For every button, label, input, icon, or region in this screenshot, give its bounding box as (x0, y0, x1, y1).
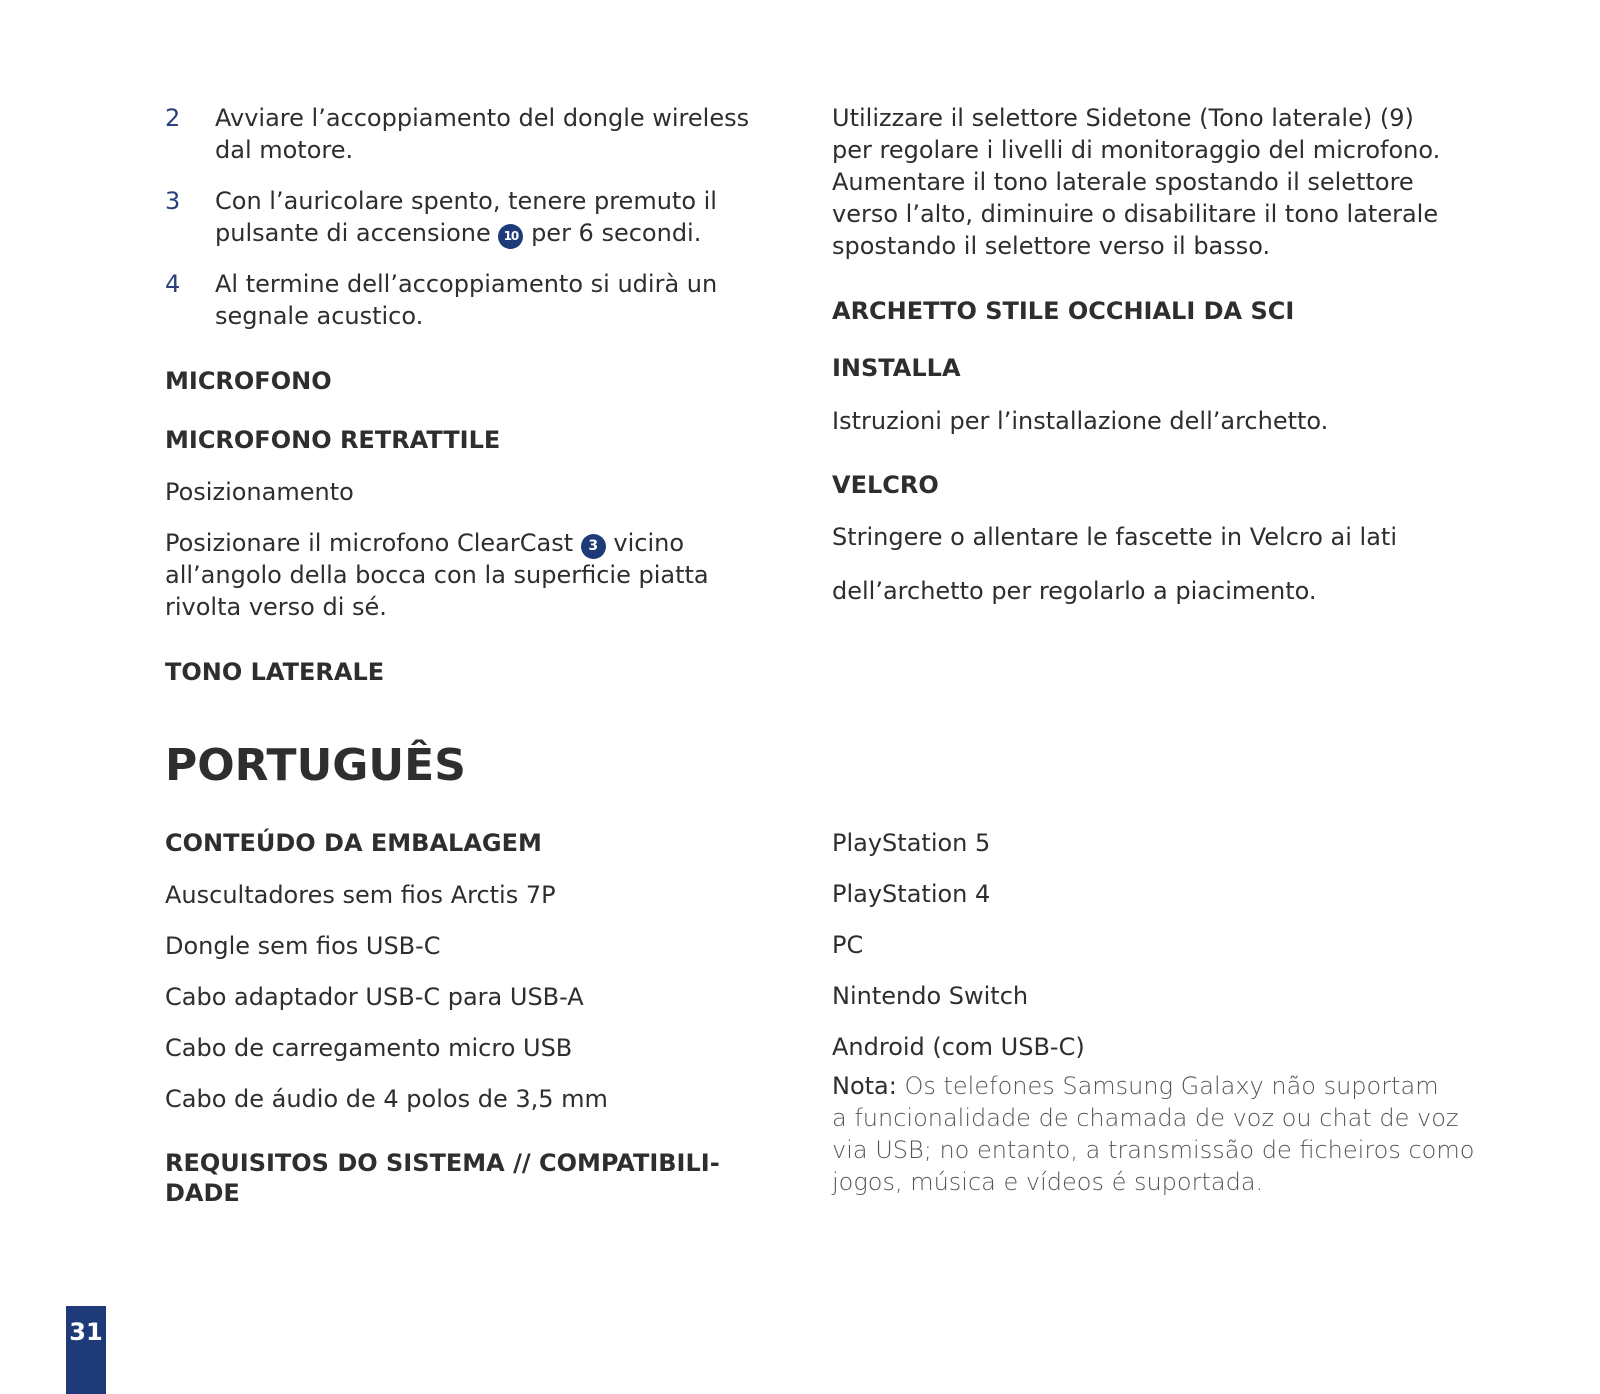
posizionamento-label: Posizionamento (165, 478, 354, 506)
contents-item: Cabo de carregamento micro USB (165, 1034, 573, 1062)
platform-item: PC (832, 931, 864, 959)
paragraph-line: Utilizzare il selettore Sidetone (Tono laterale) (9) (832, 104, 1414, 132)
step-text-segment: pulsante di accensione (215, 219, 491, 247)
microfono-heading: MICROFONO (165, 367, 332, 395)
archetto-heading: ARCHETTO STILE OCCHIALI DA SCI (832, 297, 1295, 325)
page-number-tab (66, 1306, 106, 1394)
text-segment: Posizionare il microfono ClearCast (165, 529, 574, 557)
step-line (215, 217, 701, 249)
page-number: 31 (69, 1318, 103, 1346)
step-item (165, 268, 765, 332)
steps-list (165, 102, 765, 342)
step-text-segment: per 6 secondi. (531, 219, 702, 247)
step-line: Al termine dell’accoppiamento si udirà un (215, 270, 718, 298)
note-label: Nota: (832, 1072, 897, 1100)
power-button-callout-badge: 10 (498, 224, 523, 249)
contents-heading: CONTEÚDO DA EMBALAGEM (165, 829, 542, 857)
contents-item: Cabo adaptador USB-C para USB-A (165, 983, 584, 1011)
installa-text: Istruzioni per l’installazione dell’archetto. (832, 407, 1329, 435)
installa-heading: INSTALLA (832, 354, 961, 382)
tono-laterale-heading: TONO LATERALE (165, 658, 385, 686)
velcro-heading: VELCRO (832, 471, 939, 499)
paragraph-line: rivolta verso di sé. (165, 593, 387, 621)
platform-item: PlayStation 5 (832, 829, 991, 857)
paragraph-line: per regolare i livelli di monitoraggio del microfono. (832, 136, 1441, 164)
contents-item: Cabo de áudio de 4 polos de 3,5 mm (165, 1085, 608, 1113)
step-item (165, 102, 765, 166)
step-number: 2 (165, 104, 181, 132)
step-item (165, 185, 765, 249)
note-line (832, 1070, 1439, 1102)
samsung-note (832, 1070, 1475, 1198)
step-line: Con l’auricolare spento, tenere premuto il (215, 187, 717, 215)
clearcast-callout-badge: 3 (581, 534, 606, 559)
note-text: Os telefones Samsung Galaxy não suportam (904, 1072, 1439, 1100)
microphone-paragraph (165, 527, 765, 623)
paragraph-line: Aumentare il tono laterale spostando il selettore (832, 168, 1414, 196)
paragraph-line: verso l’alto, diminuire o disabilitare il tono laterale (832, 200, 1439, 228)
requirements-heading-line: DADE (165, 1179, 240, 1207)
note-line: jogos, música e vídeos é suportada. (832, 1168, 1264, 1196)
velcro-text-line: Stringere o allentare le fascette in Velcro ai lati (832, 523, 1398, 551)
requirements-heading-line: REQUISITOS DO SISTEMA // COMPATIBILI- (165, 1149, 720, 1177)
paragraph-line: all’angolo della bocca con la superficie piatta (165, 561, 709, 589)
microfono-retrattile-heading: MICROFONO RETRATTILE (165, 426, 501, 454)
step-line: Avviare l’accoppiamento del dongle wireless (215, 104, 750, 132)
note-line: via USB; no entanto, a transmissão de ficheiros como (832, 1136, 1475, 1164)
paragraph-line: spostando il selettore verso il basso. (832, 232, 1271, 260)
contents-item: Auscultadores sem fios Arctis 7P (165, 881, 556, 909)
contents-item: Dongle sem fios USB-C (165, 932, 441, 960)
step-line: segnale acustico. (215, 302, 424, 330)
platform-item: Nintendo Switch (832, 982, 1029, 1010)
platform-item: Android (com USB-C) (832, 1033, 1085, 1061)
text-segment: vicino (613, 529, 685, 557)
step-line: dal motore. (215, 136, 354, 164)
sidetone-paragraph (832, 102, 1441, 262)
platform-item: PlayStation 4 (832, 880, 991, 908)
section-title-portuguese: PORTUGUÊS (165, 740, 466, 791)
velcro-text-line: dell’archetto per regolarlo a piacimento. (832, 577, 1317, 605)
step-number: 4 (165, 270, 181, 298)
step-number: 3 (165, 187, 181, 215)
paragraph-line (165, 527, 684, 559)
note-line: a funcionalidade de chamada de voz ou chat de voz (832, 1104, 1459, 1132)
